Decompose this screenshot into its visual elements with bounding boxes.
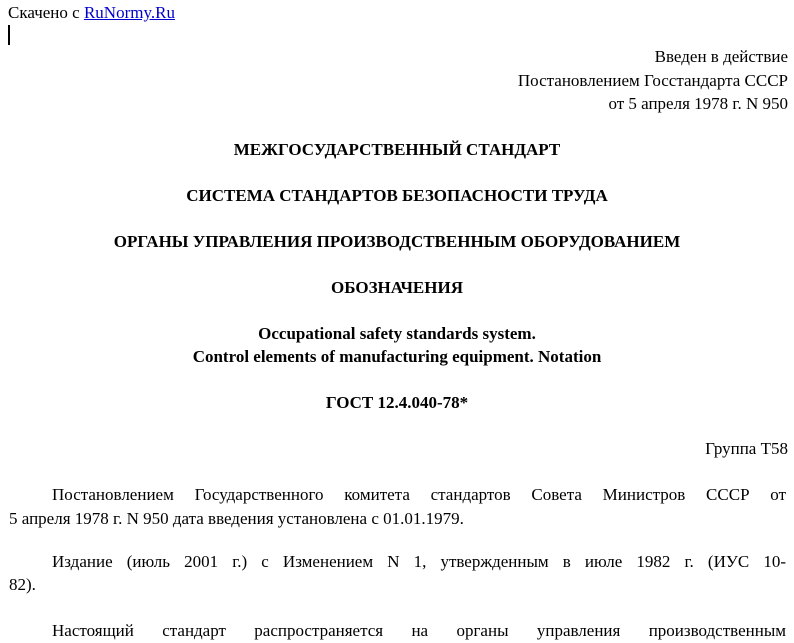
title-english-line-2: Control elements of manufacturing equipment. Notation: [192, 347, 602, 366]
header-right-line-1: Введен в действие: [654, 47, 788, 66]
download-notice: [8, 3, 175, 23]
paragraph-2-text-1: Издание (июль 2001 г.) с Изменением N 1, утвержденным в июле 1982 г. (ИУС 10-: [52, 552, 786, 571]
paragraph-1-text-1: Постановлением Государственного комитета стандартов Совета Министров СССР от: [52, 485, 786, 504]
title-interstate: МЕЖГОСУДАРСТВЕННЫЙ СТАНДАРТ: [233, 140, 561, 159]
gost-number: ГОСТ 12.4.040-78*: [325, 393, 469, 412]
paragraph-3-line-1: [9, 621, 786, 641]
paragraph-3-text-1: Настоящий стандарт распространяется на органы управления производственным: [52, 621, 786, 640]
title-english-line-1: Occupational safety standards system.: [258, 324, 536, 343]
title-designations: ОБОЗНАЧЕНИЯ: [331, 278, 463, 297]
header-right-line-2: Постановлением Госстандарта СССР: [517, 71, 788, 90]
paragraph-1-line-1: [9, 485, 786, 505]
group-code: Группа Т58: [705, 439, 788, 458]
download-notice-prefix: Скачено с: [8, 3, 80, 22]
paragraph-2-line-2: 82).: [9, 575, 36, 594]
title-system: СИСТЕМА СТАНДАРТОВ БЕЗОПАСНОСТИ ТРУДА: [186, 186, 608, 205]
paragraph-2-line-1: [9, 552, 786, 572]
paragraph-1-line-2: 5 апреля 1978 г. N 950 дата введения установлена с 01.01.1979.: [9, 509, 464, 528]
header-right-line-3: от 5 апреля 1978 г. N 950: [608, 94, 788, 113]
title-subject: ОРГАНЫ УПРАВЛЕНИЯ ПРОИЗВОДСТВЕННЫМ ОБОРУДОВАНИЕМ: [113, 232, 681, 251]
runormy-link[interactable]: RuNormy.Ru: [83, 3, 175, 22]
text-cursor: [8, 25, 10, 45]
